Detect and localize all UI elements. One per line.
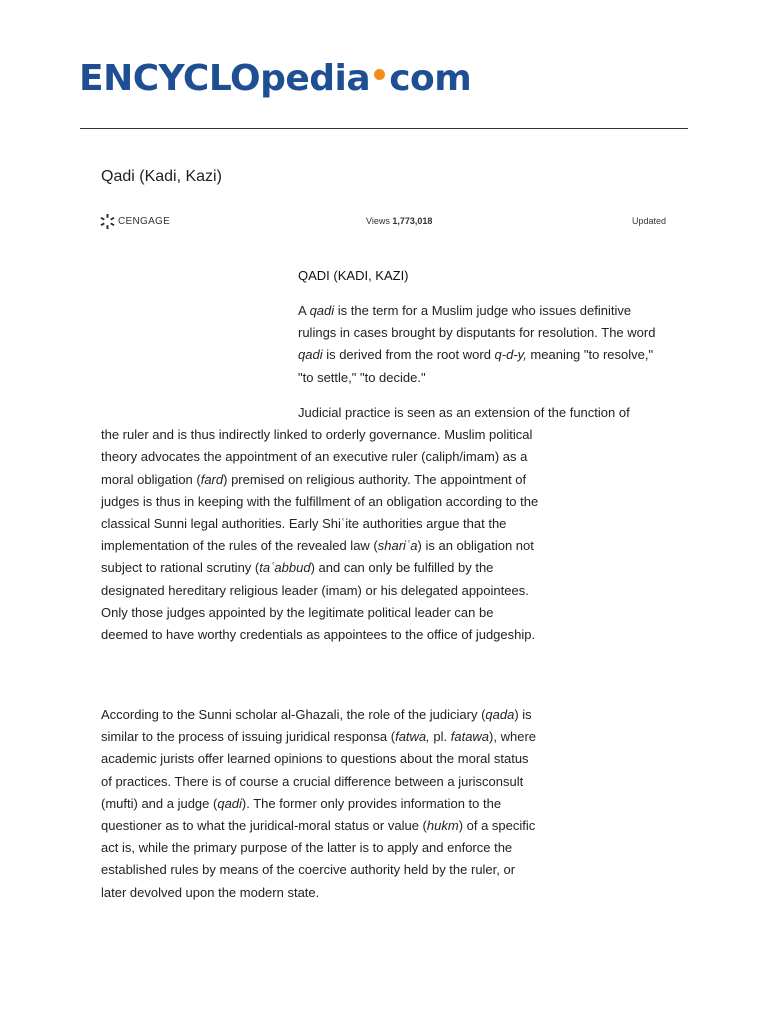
paragraph-2-body: the ruler and is thus indirectly linked to orderly governance. Muslim political theory advocates the appointment of an executive ruler (caliph/imam) as a moral obligation (fard) premised on religious authority. The appointment of judges is thus in keeping with the fulfillment of an obligation according to the classical Sunni legal authorities. Early Shiʿite authorities argue that the implementation of the rules of the revealed law (shariʿa) is an obligation not subject to rational scrutiny (taʿabbud) and can only be fulfilled by the designated hereditary religious leader (imam) or his delegated appointees. Only those judges appointed by the legitimate political leader can be deemed to have worthy credentials as appointees to the office of judgeship. [101, 427, 539, 643]
article-meta [100, 212, 668, 234]
paragraph-3: According to the Sunni scholar al-Ghazali, the role of the judiciary (qada) is similar to the process of issuing juridical responsa (fatwa, pl. fatawa), where academic jurists offer learned opinions to questions about the moral status of practices. There is of course a crucial difference between a jurisconsult (mufti) and a judge (qadi). The former only provides information to the questioner as to what the juridical-moral status or value (hukm) of a specific act is, while the primary purpose of the latter is to apply and enforce the established rules by means of the coercive authority held by the ruler, or later devolved upon the modern state. [101, 707, 537, 900]
page-title: Qadi (Kadi, Kazi) [101, 168, 222, 185]
views-label: Views [366, 216, 390, 226]
paragraph-2 [101, 402, 661, 646]
cengage-icon [100, 214, 115, 229]
source-logo [100, 214, 170, 229]
source-name: CENGAGE [118, 216, 171, 227]
logo-text: ENCYCLOpedia [79, 58, 371, 99]
logo-suffix: com [389, 58, 472, 99]
logo-dot-icon [374, 69, 385, 80]
paragraph-1: A qadi is the term for a Muslim judge who issues definitive rulings in cases brought by disputants for resolution. The word qadi is derived from the root word q-d-y, meaning "to resolve," "to settle," "to decide." [298, 303, 656, 385]
article-heading: QADI (KADI, KAZI) [298, 268, 409, 283]
paragraph-2-first-line: Judicial practice is seen as an extension of the function of [298, 405, 630, 420]
views-count: 1,773,018 [392, 216, 433, 226]
views-counter [366, 216, 432, 226]
encyclopedia-logo[interactable] [79, 58, 471, 110]
header-divider [80, 128, 688, 129]
updated-label: Updated [631, 216, 666, 226]
